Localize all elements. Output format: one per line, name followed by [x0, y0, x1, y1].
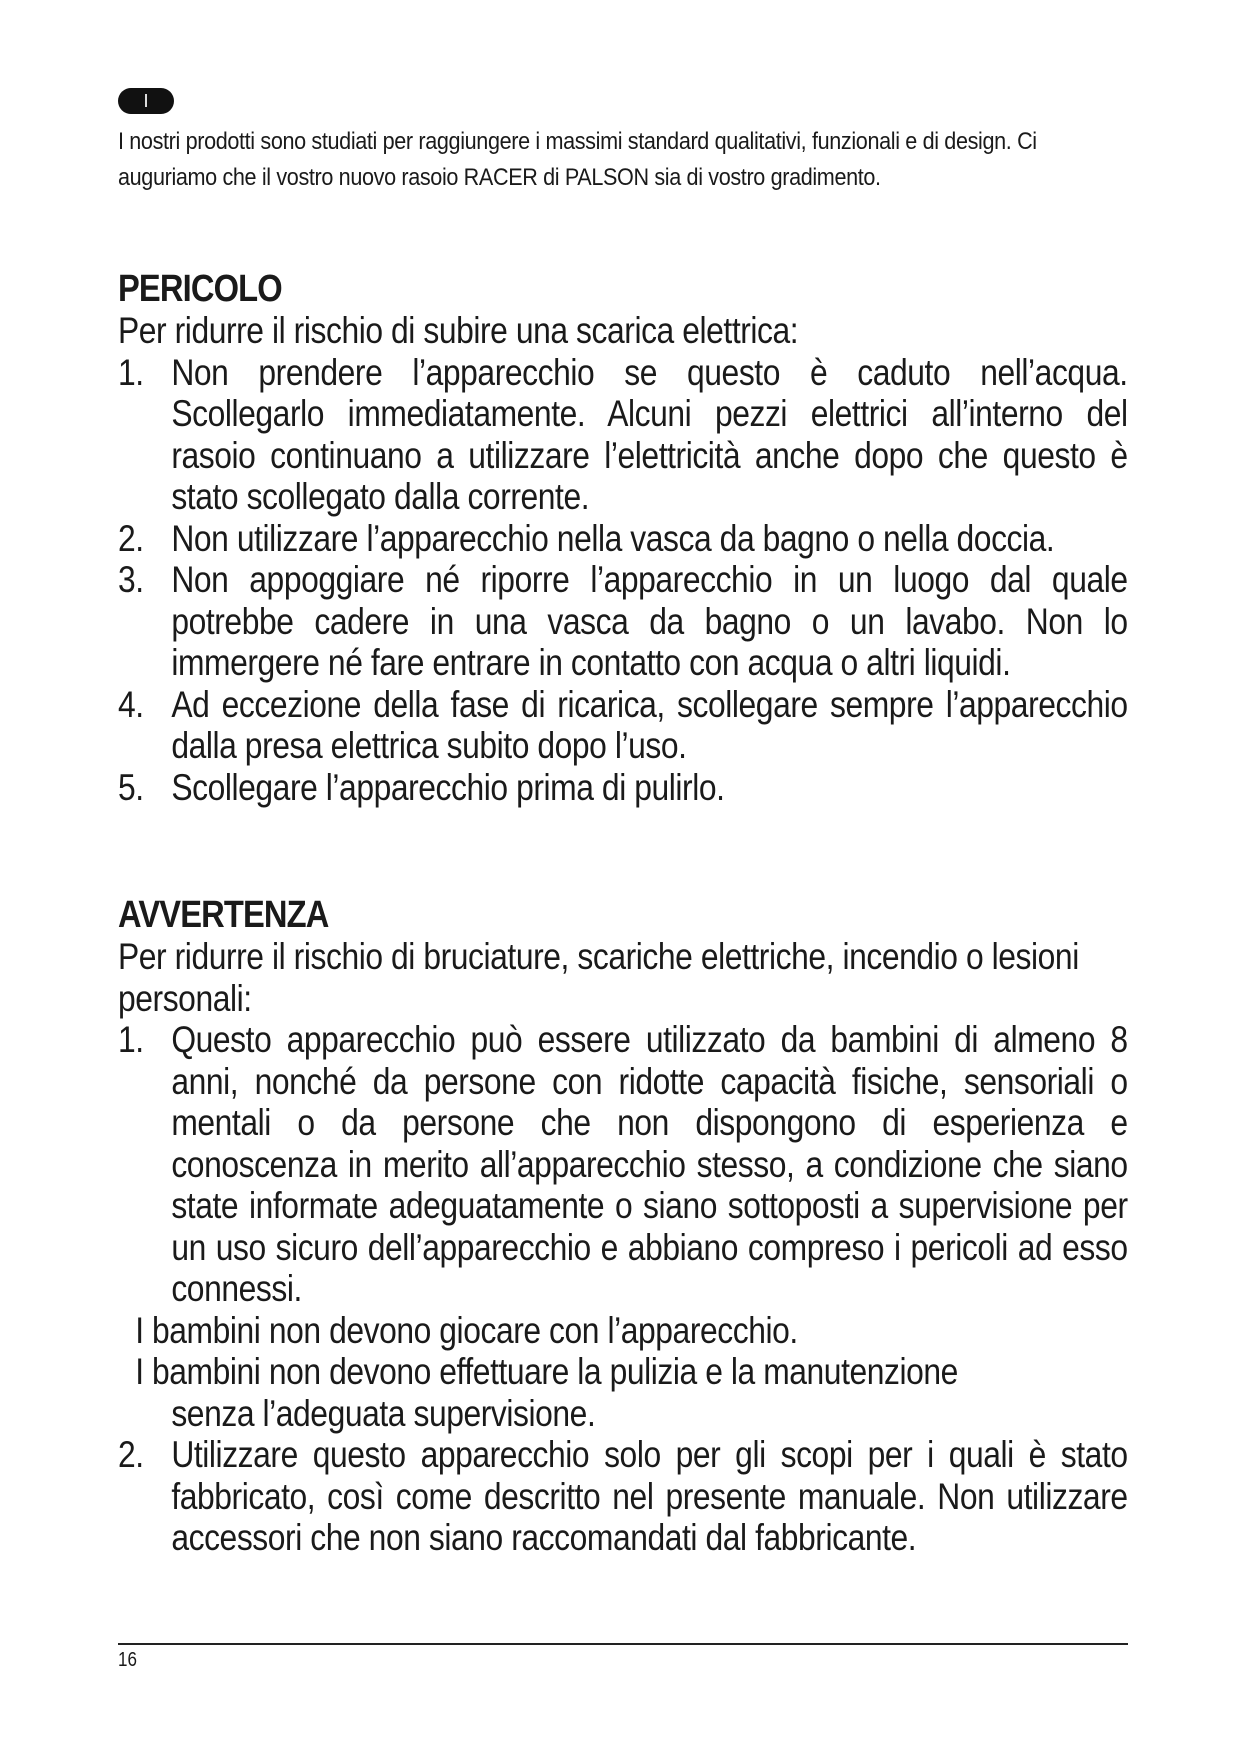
intro-paragraph: I nostri prodotti sono studiati per raggiungere i massimi standard qualitativi, funzionali e di design. Ci auguriamo che il vostro nuovo rasoio RACER di PALSON sia di vostro gradimento.: [118, 128, 1037, 191]
footer-divider: [118, 1643, 1128, 1645]
warning-list-continued: [118, 1434, 1128, 1559]
item-number: 2.: [118, 517, 144, 559]
danger-item: [118, 559, 1128, 684]
manual-page: [118, 88, 1128, 1558]
warning-list: [118, 1019, 1128, 1310]
item-text: Non appoggiare né riporre l’apparecchio in un luogo dal quale potrebbe cadere in una vasca da bagno o un lavabo. Non lo immergere né fare entrare in contatto con acqua o altri liquidi.: [171, 559, 1128, 683]
item-number: 4.: [118, 683, 144, 725]
item-number: 3.: [118, 559, 144, 600]
language-badge: I: [118, 88, 174, 114]
danger-item: [118, 684, 1128, 767]
warning-note: I bambini non devono giocare con l’apparecchio.: [135, 1309, 798, 1351]
warning-body: [118, 936, 1128, 1559]
danger-title: PERICOLO: [118, 268, 282, 310]
item-number: 1.: [118, 1019, 144, 1060]
warning-title: AVVERTENZA: [118, 894, 329, 936]
item-text: Non prendere l’apparecchio se questo è caduto nell’acqua. Scollegarlo immediatamente. Alcuni pezzi elettrici all’interno del rasoio continuano a utilizzare l’elettricità anche dopo che questo è stato scollegato dalla corrente.: [171, 351, 1128, 517]
danger-body: [118, 310, 1128, 808]
item-number: 2.: [118, 1434, 144, 1475]
danger-list: [118, 352, 1128, 809]
danger-lead: Per ridurre il rischio di subire una scarica elettrica:: [118, 310, 799, 351]
item-text: Utilizzare questo apparecchio solo per gli scopi per i quali è stato fabbricato, così come descritto nel presente manuale. Non utilizzare accessori che non siano raccomandati dal fabbricante.: [171, 1434, 1128, 1558]
item-text: Questo apparecchio può essere utilizzato da bambini di almeno 8 anni, nonché da persone con ridotte capacità fisiche, sensoriali o mentali o da persone che non dispongono di esperienza e conoscenza in merito all’apparecchio stesso, a condizione che siano state informate adeguatamente o siano sottoposti a supervisione per un uso sicuro dell’apparecchio e abbiano compreso i pericoli ad esso connessi.: [171, 1019, 1128, 1309]
item-text: Non utilizzare l’apparecchio nella vasca da bagno o nella doccia.: [171, 517, 1055, 559]
warning-note: [118, 1351, 1128, 1434]
item-number: 1.: [118, 351, 144, 393]
warning-lead: Per ridurre il rischio di bruciature, scariche elettriche, incendio o lesioni personali:: [118, 936, 1079, 1019]
page-number: 16: [118, 1649, 137, 1671]
danger-item: [118, 767, 1128, 809]
warning-item: [118, 1019, 1128, 1310]
danger-section: [118, 268, 1241, 808]
note-first-line: I bambini non devono effettuare la pulizia e la manutenzione: [135, 1351, 958, 1392]
danger-item: [118, 518, 1128, 560]
danger-item: [118, 352, 1128, 518]
item-text: Scollegare l’apparecchio prima di pulirlo.: [171, 766, 725, 808]
warning-item: [118, 1434, 1128, 1559]
item-number: 5.: [118, 766, 144, 808]
note-continuation: senza l’adeguata supervisione.: [171, 1392, 596, 1434]
item-text: Ad eccezione della fase di ricarica, scollegare sempre l’apparecchio dalla presa elettrica subito dopo l’uso.: [171, 683, 1128, 766]
warning-section: [118, 894, 1241, 1559]
